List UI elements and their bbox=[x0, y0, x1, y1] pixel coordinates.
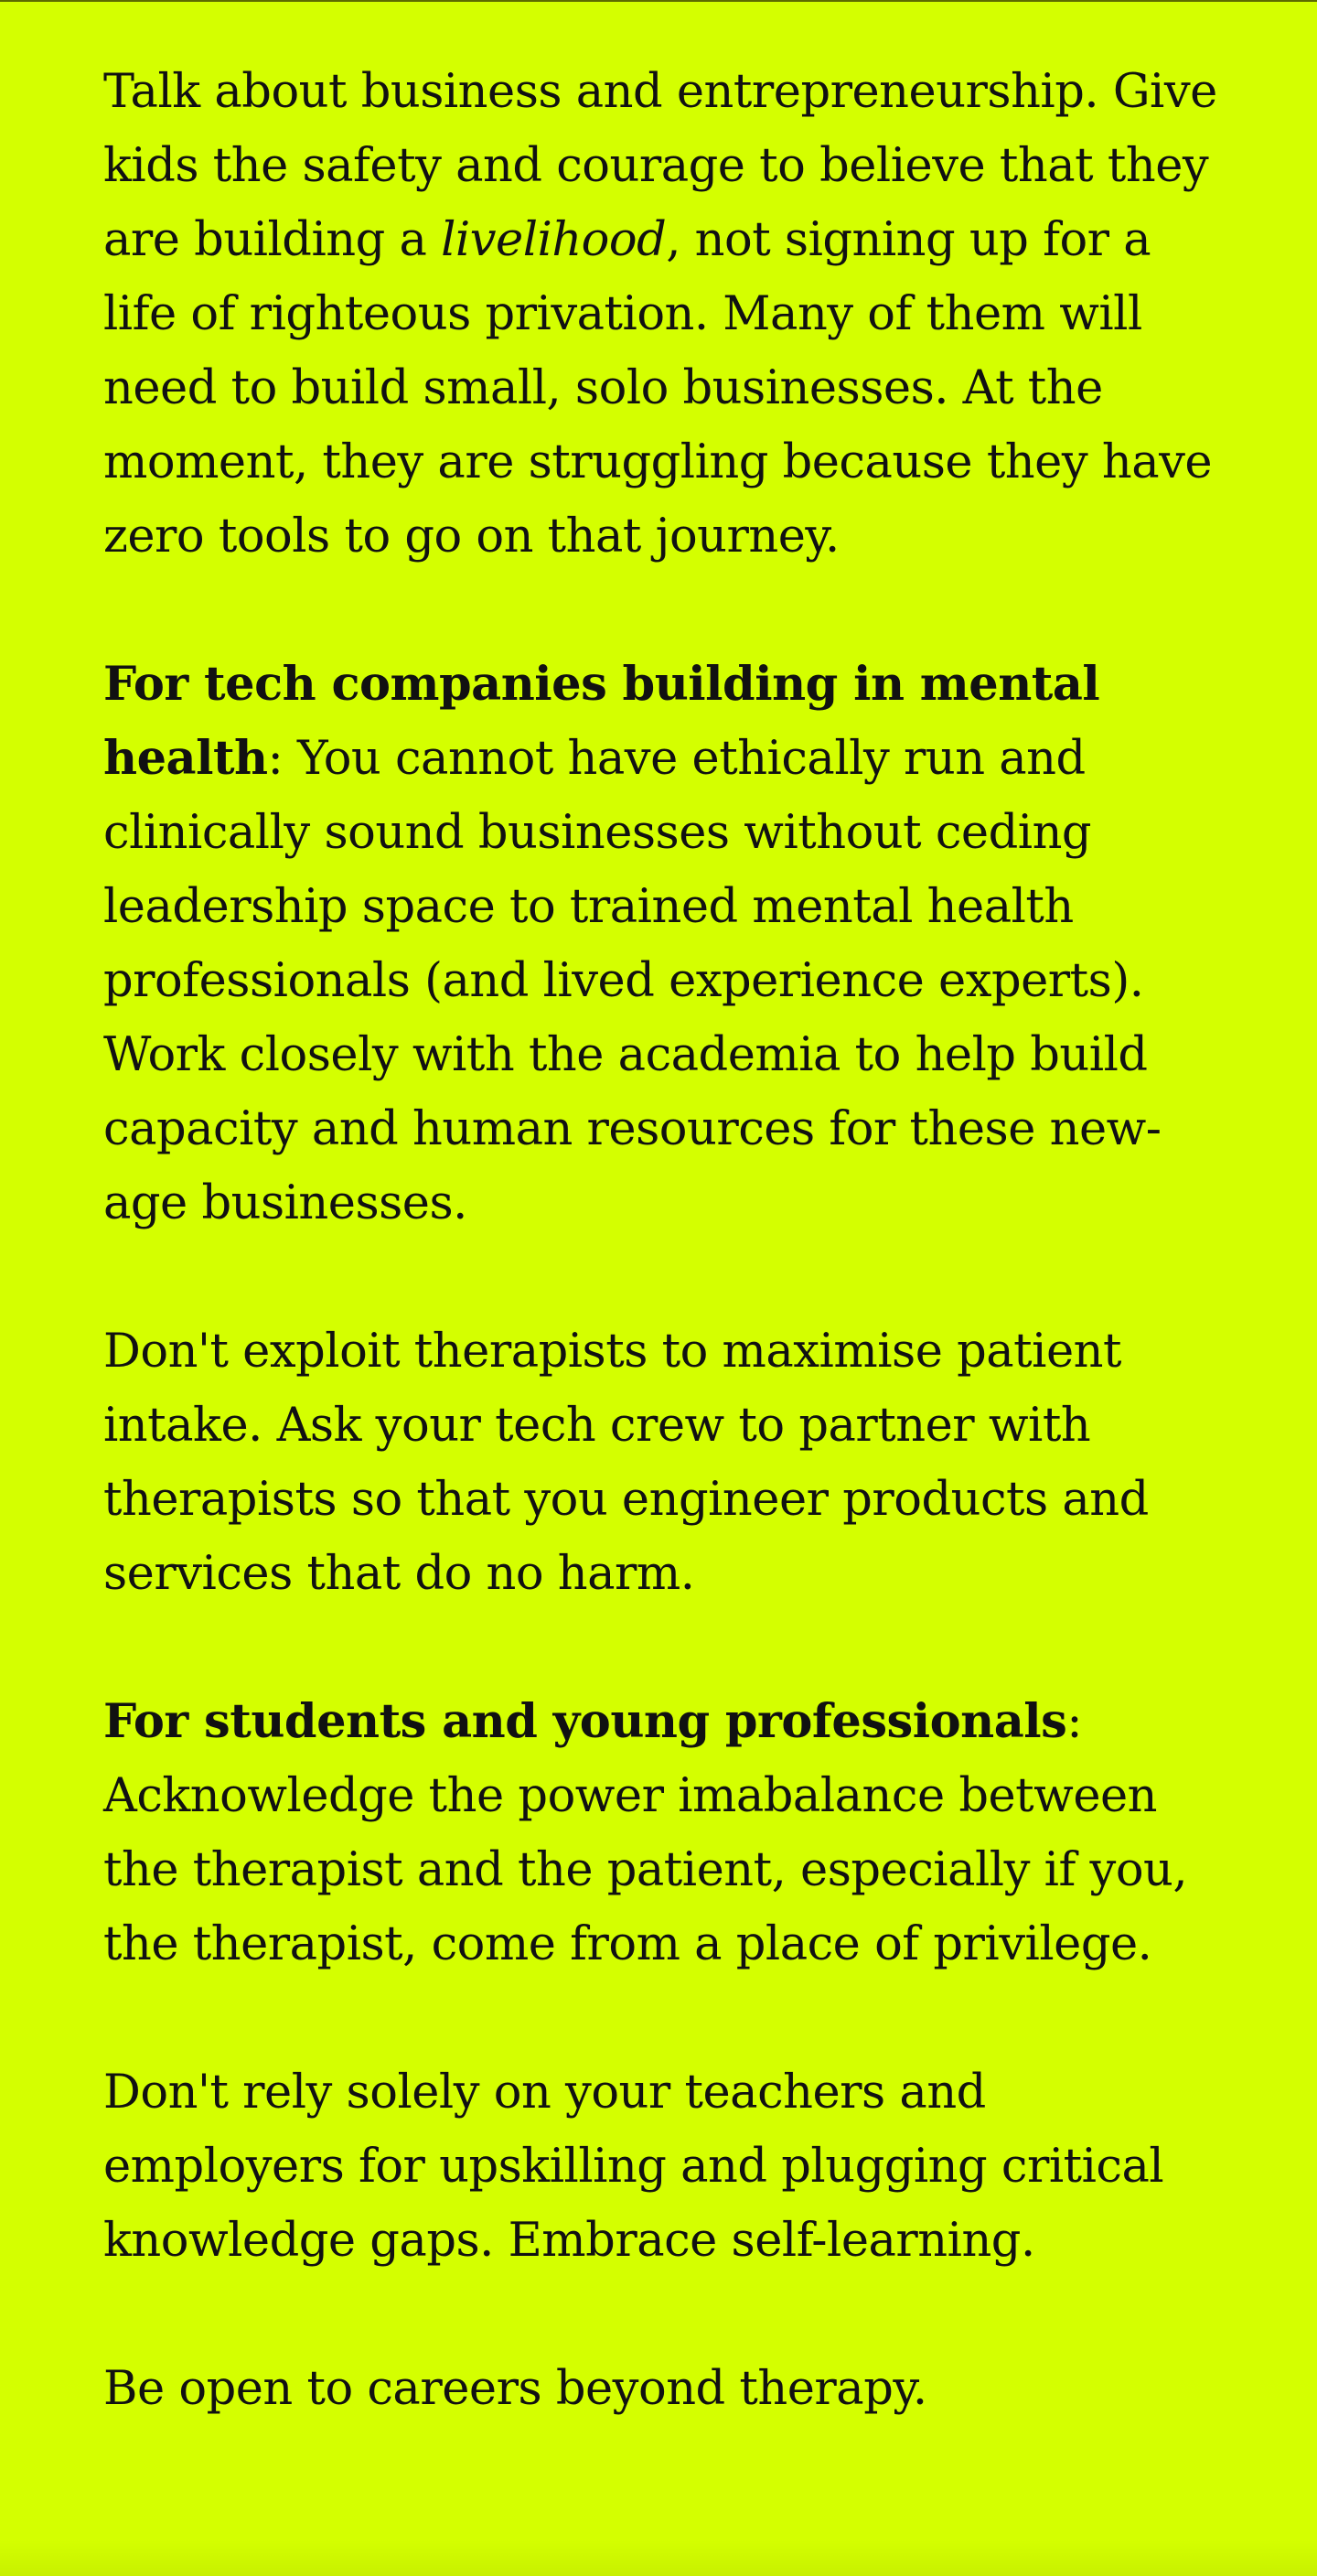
paragraph-text: , not signing up for a life of righteous privation. Many of them will need to build small, solo businesses. At the moment, they are struggling because they have zero tools to go on that journey. bbox=[103, 213, 1213, 564]
paragraph-self-learning bbox=[103, 2055, 1237, 2278]
paragraph-text: Talk about business and entrepreneurship. Give kids the safety and courage to believe that they are building a bbox=[103, 65, 1217, 267]
paragraph-text: Don't rely solely on your teachers and employers for upskilling and plugging critical knowledge gaps. Embrace self-learning. bbox=[103, 2066, 1164, 2268]
bottom-shadow bbox=[0, 2539, 1317, 2576]
emphasized-word: livelihood bbox=[441, 213, 667, 267]
paragraph-students-young-professionals bbox=[103, 1685, 1237, 1981]
paragraph-text: : Acknowledge the power imabalance between the therapist and the patient, especially if you, the therapist, come from a place of privilege. bbox=[103, 1695, 1188, 1971]
paragraph-tech-companies bbox=[103, 648, 1237, 1240]
paragraph-careers-beyond-therapy bbox=[103, 2352, 1237, 2426]
paragraph-text: Don't exploit therapists to maximise patient intake. Ask your tech crew to partner with therapists so that you engineer products and services that do no harm. bbox=[103, 1325, 1149, 1601]
section-heading-students: For students and young professionals bbox=[103, 1694, 1067, 1749]
paragraph-text: : You cannot have ethically run and clinically sound businesses without ceding leadership space to trained mental health professionals (and lived experience experts). Work closely with the academia to help build capacity and human resources for these new-age businesses. bbox=[103, 732, 1162, 1230]
article-body bbox=[103, 55, 1237, 2426]
paragraph-text: Be open to careers beyond therapy. bbox=[103, 2362, 927, 2416]
section-heading-tech-companies: For tech companies building in mental health bbox=[103, 657, 1100, 786]
paragraph-business-entrepreneurship bbox=[103, 55, 1237, 574]
paragraph-exploit-therapists bbox=[103, 1315, 1237, 1611]
